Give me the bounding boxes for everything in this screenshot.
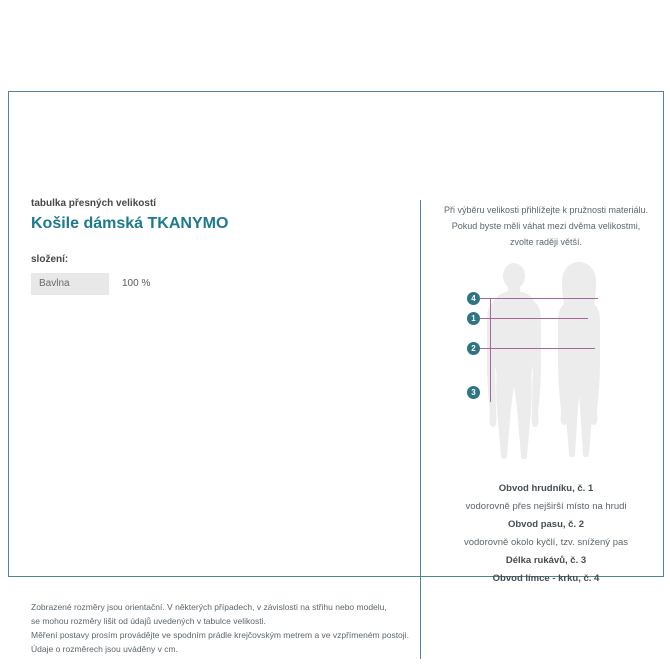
size-chart-panel: [8, 91, 664, 654]
disclaimer-line: Měření postavy prosím provádějte ve spodním prádle krejčovským metrem a ve vzpřímeném postoji.: [31, 630, 409, 640]
composition-label: složení:: [31, 254, 69, 265]
measure-marker: 4: [467, 292, 480, 305]
table-caption: tabulka přesných velikostí: [31, 198, 157, 209]
waist-measure-line: [480, 348, 595, 349]
female-silhouette: [549, 260, 619, 470]
material-name-cell: Bavlna: [31, 273, 109, 295]
size-advice-line: Při výběru velikosti přihlížejte k pružnosti materiálu.: [443, 205, 649, 215]
chest-measure-line: [480, 318, 588, 319]
measure-marker: 1: [467, 312, 480, 325]
measurement-description: vodorovně přes nejširší místo na hrudi: [465, 501, 627, 512]
collar-measure-line: [480, 298, 598, 299]
measure-marker: 2: [467, 342, 480, 355]
sleeve-measure-line: [490, 299, 491, 402]
product-title: Košile dámská TKANYMO: [31, 215, 229, 232]
measure-marker: 3: [467, 386, 480, 399]
measurement-label: Obvod pasu, č. 2: [507, 519, 585, 530]
material-percent: 100 %: [122, 278, 151, 289]
column-divider: [420, 200, 421, 659]
disclaimer: [31, 600, 409, 656]
measurement-list: [421, 480, 670, 588]
disclaimer-line: Údaje o rozměrech jsou uváděny v cm.: [31, 644, 178, 654]
disclaimer-line: se mohou rozměry lišit od údajů uvedených v tabulce velikosti.: [31, 616, 266, 626]
measurement-label: Délka rukávů, č. 3: [505, 555, 587, 566]
measurement-label: Obvod límce - krku, č. 4: [492, 573, 600, 584]
size-advice-line: zvolte raději větší.: [509, 237, 583, 247]
size-advice: [421, 202, 670, 250]
measurement-description: vodorovně okolo kyčlí, tzv. snížený pas: [463, 537, 629, 548]
disclaimer-line: Zobrazené rozměry jsou orientační. V některých případech, v závislosti na střihu nebo modelu,: [31, 602, 387, 612]
measurement-label: Obvod hrudníku, č. 1: [498, 483, 594, 494]
size-advice-line: Pokud byste měli váhat mezi dvěma velikostmi,: [451, 221, 641, 231]
